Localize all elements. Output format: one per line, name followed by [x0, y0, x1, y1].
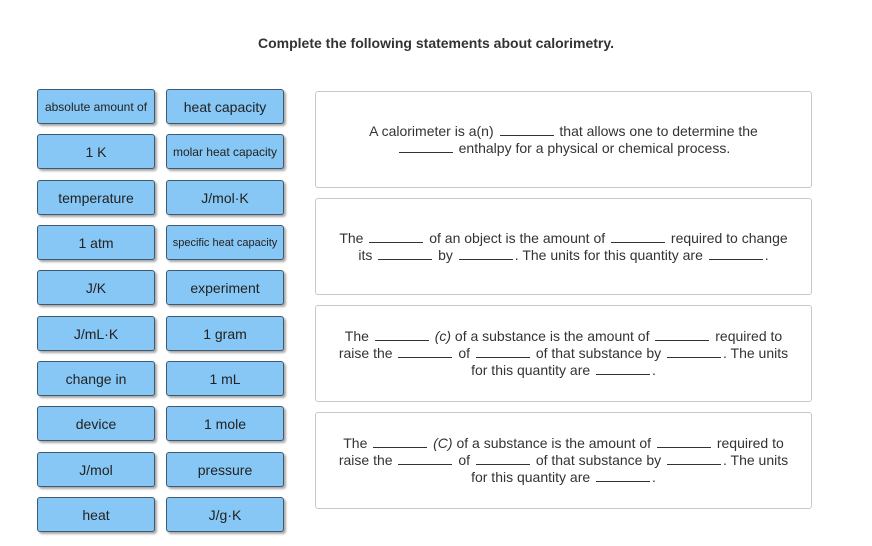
drop-blank[interactable]: [398, 452, 452, 465]
answer-tile[interactable]: temperature: [37, 180, 155, 215]
answer-tile[interactable]: specific heat capacity: [166, 225, 284, 260]
drop-blank[interactable]: [476, 345, 530, 358]
answer-tile[interactable]: 1 K: [37, 134, 155, 169]
answer-tile[interactable]: pressure: [166, 452, 284, 487]
answer-tile[interactable]: absolute amount of: [37, 89, 155, 124]
answer-tile[interactable]: experiment: [166, 270, 284, 305]
drop-blank[interactable]: [398, 345, 452, 358]
answer-tile[interactable]: heat capacity: [166, 89, 284, 124]
drop-blank[interactable]: [667, 452, 721, 465]
answer-tile[interactable]: J/mol·K: [166, 180, 284, 215]
answer-tile[interactable]: J/K: [37, 270, 155, 305]
drop-blank[interactable]: [611, 230, 665, 243]
drop-blank[interactable]: [657, 435, 711, 448]
drop-blank[interactable]: [375, 328, 429, 341]
drop-blank[interactable]: [500, 123, 554, 136]
drop-blank[interactable]: [369, 230, 423, 243]
statement-panel-3: [315, 305, 812, 402]
answer-tile[interactable]: 1 mole: [166, 406, 284, 441]
statement-panel-1: [315, 91, 812, 188]
drop-blank[interactable]: [459, 247, 513, 260]
answer-tile[interactable]: J/g·K: [166, 497, 284, 532]
statement-text: The (c) of a substance is the amount of required to raise the of of that substance by . The units for this quantity are .: [338, 328, 789, 378]
drop-blank[interactable]: [596, 469, 650, 482]
statement-panel-4: [315, 412, 812, 509]
answer-tile[interactable]: 1 gram: [166, 316, 284, 351]
drop-blank[interactable]: [709, 247, 763, 260]
answer-tile[interactable]: J/mL·K: [37, 316, 155, 351]
answer-tile[interactable]: heat: [37, 497, 155, 532]
drop-blank[interactable]: [399, 140, 453, 153]
drop-blank[interactable]: [667, 345, 721, 358]
statement-text: The of an object is the amount of required to change its by . The units for this quantity are .: [339, 229, 788, 263]
statement-panel-2: [315, 198, 812, 295]
drop-blank[interactable]: [378, 247, 432, 260]
answer-tile[interactable]: change in: [37, 361, 155, 396]
answer-tile[interactable]: 1 atm: [37, 225, 155, 260]
answer-tile[interactable]: molar heat capacity: [166, 134, 284, 169]
answer-tile[interactable]: J/mol: [37, 452, 155, 487]
answer-tile[interactable]: device: [37, 406, 155, 441]
answer-tile[interactable]: 1 mL: [166, 361, 284, 396]
statement-text: The (C) of a substance is the amount of required to raise the of of that substance by . The units for this quantity are .: [338, 435, 789, 485]
drop-blank[interactable]: [596, 362, 650, 375]
page-title: Complete the following statements about calorimetry.: [257, 35, 614, 51]
drop-blank[interactable]: [655, 328, 709, 341]
drop-blank[interactable]: [476, 452, 530, 465]
statement-text: A calorimeter is a(n) that allows one to determine the enthalpy for a physical or chemical process.: [369, 122, 758, 156]
drop-blank[interactable]: [373, 435, 427, 448]
